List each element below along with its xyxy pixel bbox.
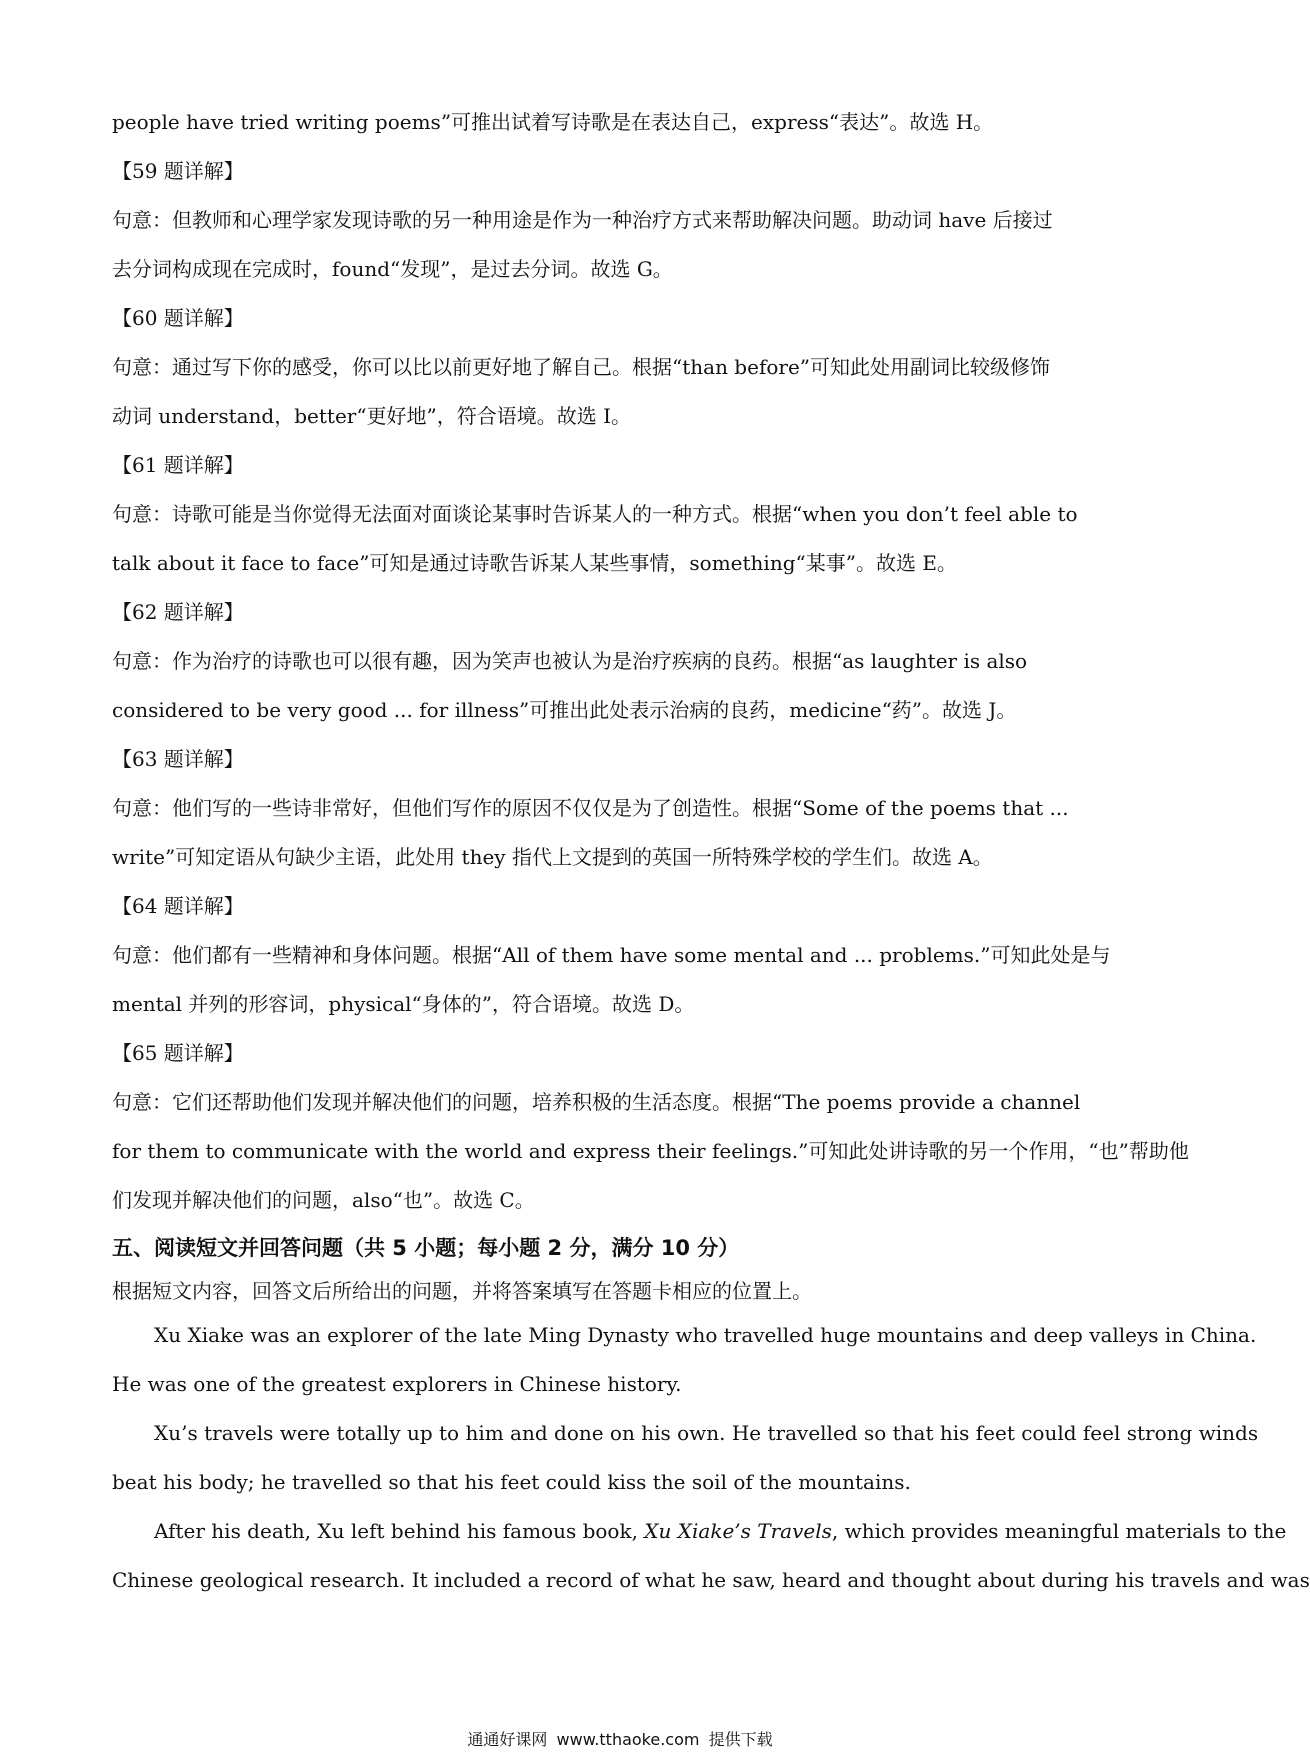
passage-line: He was one of the greatest explorers in Chinese history. — [112, 1372, 682, 1396]
answer-line: for them to communicate with the world and express their feelings.”可知此处讲诗歌的另一个作用，“也”帮助他 — [112, 1139, 1189, 1163]
answer-line: write”可知定语从句缺少主语，此处用 they 指代上文提到的英国一所特殊学校的学生们。故选 A。 — [112, 845, 993, 869]
answer-line: people have tried writing poems”可推出试着写诗歌是在表达自己，express“表达”。故选 H。 — [112, 110, 994, 134]
document-body — [112, 98, 1310, 1605]
section-title: 五、阅读短文并回答问题（共 5 小题；每小题 2 分，满分 10 分） — [112, 1236, 740, 1260]
answer-line: 句意：它们还帮助他们发现并解决他们的问题，培养积极的生活态度。根据“The poems provide a channel — [112, 1090, 1081, 1114]
passage-line — [112, 1507, 1287, 1556]
passage-line: Xu Xiake was an explorer of the late Ming Dynasty who travelled huge mountains and deep valleys in China. — [154, 1323, 1257, 1347]
answer-line: considered to be very good ... for illness”可推出此处表示治病的良药，medicine“药”。故选 J。 — [112, 698, 1017, 722]
page-footer — [0, 1727, 1240, 1750]
answer-line: talk about it face to face”可知是通过诗歌告诉某人某些事情，something“某事”。故选 E。 — [112, 551, 957, 575]
passage-text: After his death, Xu left behind his famous book, — [154, 1519, 645, 1543]
book-title: Xu Xiake’s Travels — [644, 1519, 832, 1543]
question-heading-59: 【59 题详解】 — [112, 159, 244, 183]
passage-line: beat his body; he travelled so that his feet could kiss the soil of the mountains. — [112, 1470, 911, 1494]
question-heading-62: 【62 题详解】 — [112, 600, 244, 624]
footer-site-name: 通通好课网 — [467, 1730, 548, 1749]
answer-line: 句意：他们写的一些诗非常好，但他们写作的原因不仅仅是为了创造性。根据“Some of the poems that ... — [112, 796, 1069, 820]
answer-line: 句意：诗歌可能是当你觉得无法面对面谈论某事时告诉某人的一种方式。根据“when you don’t feel able to — [112, 502, 1078, 526]
passage-line: Chinese geological research. It included a record of what he saw, heard and thought about during his travels and was — [112, 1568, 1310, 1592]
answer-line: 去分词构成现在完成时，found“发现”，是过去分词。故选 G。 — [112, 257, 673, 281]
answer-line: mental 并列的形容词，physical“身体的”，符合语境。故选 D。 — [112, 992, 695, 1016]
question-heading-65: 【65 题详解】 — [112, 1041, 244, 1065]
passage-text: , which provides meaningful materials to the — [831, 1519, 1287, 1543]
answer-line: 们发现并解决他们的问题，also“也”。故选 C。 — [112, 1188, 535, 1212]
answer-line: 动词 understand，better“更好地”，符合语境。故选 I。 — [112, 404, 632, 428]
question-heading-60: 【60 题详解】 — [112, 306, 244, 330]
answer-line: 句意：他们都有一些精神和身体问题。根据“All of them have some mental and ... problems.”可知此处是与 — [112, 943, 1111, 967]
answer-line: 句意：但教师和心理学家发现诗歌的另一种用途是作为一种治疗方式来帮助解决问题。助动词 have 后接过 — [112, 208, 1053, 232]
answer-line: 句意：作为治疗的诗歌也可以很有趣，因为笑声也被认为是治疗疾病的良药。根据“as laughter is also — [112, 649, 1028, 673]
question-heading-61: 【61 题详解】 — [112, 453, 244, 477]
footer-suffix: 提供下载 — [708, 1730, 773, 1749]
passage-line: Xu’s travels were totally up to him and done on his own. He travelled so that his feet could feel strong winds — [154, 1421, 1259, 1445]
footer-url[interactable]: www.tthaoke.com — [556, 1730, 700, 1749]
section-instruction: 根据短文内容，回答文后所给出的问题，并将答案填写在答题卡相应的位置上。 — [112, 1279, 812, 1303]
answer-line: 句意：通过写下你的感受，你可以比以前更好地了解自己。根据“than before”可知此处用副词比较级修饰 — [112, 355, 1051, 379]
question-heading-63: 【63 题详解】 — [112, 747, 244, 771]
question-heading-64: 【64 题详解】 — [112, 894, 244, 918]
